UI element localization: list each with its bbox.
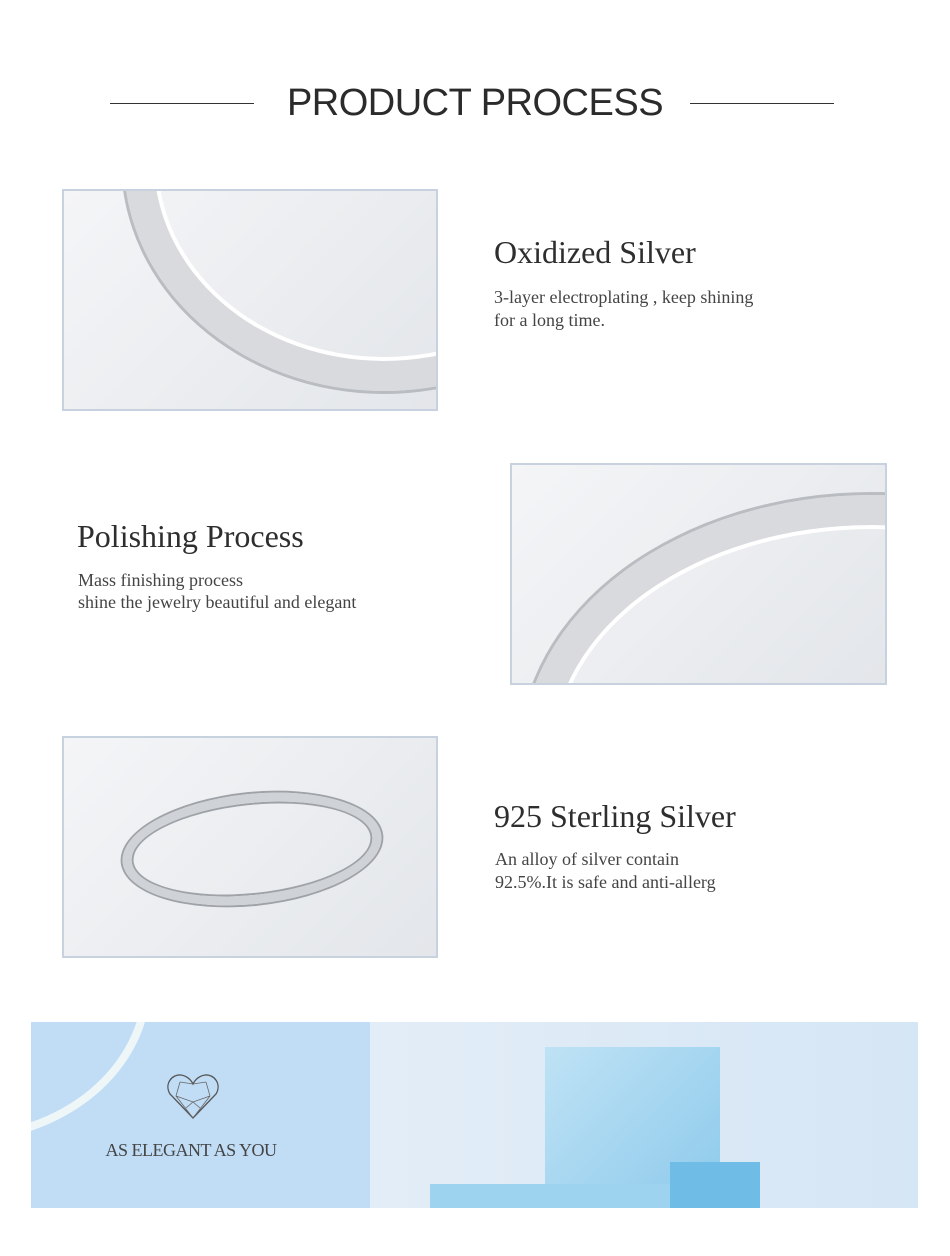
section-title-polishing: Polishing Process: [77, 518, 304, 554]
ring-closeup-photo-1: [62, 189, 438, 411]
ring-full-photo: [62, 736, 438, 958]
section-text-polishing-1: Mass finishing process: [78, 570, 243, 590]
banner-slogan: AS ELEGANT AS YOU: [105, 1140, 277, 1160]
page-title: PRODUCT PROCESS: [286, 82, 664, 124]
section-title-oxidized: Oxidized Silver: [494, 234, 696, 270]
section-text-oxidized-1: 3-layer electroplating , keep shining: [494, 287, 754, 307]
heart-diamond-icon: [166, 1072, 220, 1122]
title-rule-right: [690, 103, 834, 104]
section-text-polishing-2: shine the jewelry beautiful and elegant: [78, 592, 357, 612]
ring-closeup-photo-2: [510, 463, 887, 685]
section-text-sterling-1: An alloy of silver contain: [495, 849, 679, 869]
banner-photo: [370, 1022, 918, 1208]
brand-banner: [31, 1022, 370, 1208]
section-text-sterling-2: 92.5%.It is safe and anti-allerg: [495, 872, 716, 892]
section-text-oxidized-2: for a long time.: [494, 310, 605, 330]
section-title-sterling: 925 Sterling Silver: [494, 798, 736, 834]
